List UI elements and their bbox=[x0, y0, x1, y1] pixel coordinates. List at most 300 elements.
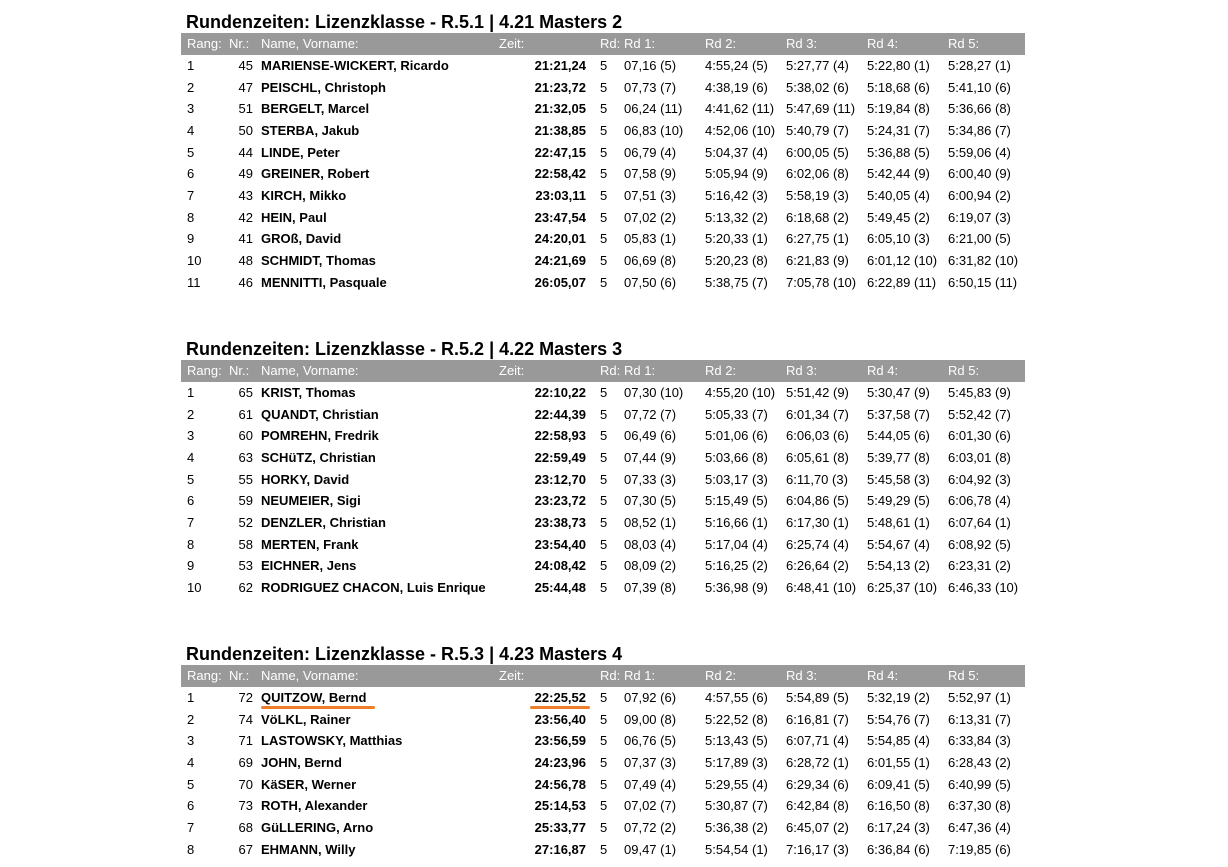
time-cell: 26:05,07 bbox=[534, 274, 586, 290]
round4-cell: 6:01,12 (10) bbox=[867, 252, 938, 268]
number-cell: 41 bbox=[238, 231, 253, 247]
rank-cell: 5 bbox=[187, 144, 195, 160]
table-row bbox=[181, 709, 1025, 731]
round3-cell: 6:04,86 (5) bbox=[786, 493, 849, 509]
round2-cell: 5:29,55 (4) bbox=[705, 776, 768, 792]
rounds-count-cell: 5 bbox=[600, 754, 608, 770]
round5-cell: 6:23,31 (2) bbox=[948, 558, 1011, 574]
column-header-zeit: Zeit: bbox=[499, 668, 525, 683]
table-row bbox=[181, 120, 1025, 142]
rank-cell: 6 bbox=[187, 798, 195, 814]
time-cell: 22:25,52 bbox=[534, 690, 586, 705]
table-row bbox=[181, 730, 1025, 752]
table-row bbox=[181, 752, 1025, 774]
name-cell: MERTEN, Frank bbox=[261, 536, 359, 552]
column-header-nr: Nr.: bbox=[229, 363, 250, 378]
number-cell: 73 bbox=[238, 798, 253, 814]
round1-cell: 09,00 (8) bbox=[624, 711, 677, 727]
rank-cell: 3 bbox=[187, 101, 195, 117]
round2-cell: 5:13,32 (2) bbox=[705, 209, 768, 225]
table-row bbox=[181, 207, 1025, 229]
column-header-rd: Rd: bbox=[600, 36, 621, 51]
number-cell: 61 bbox=[238, 406, 253, 422]
round3-cell: 6:07,71 (4) bbox=[786, 733, 849, 749]
table-row bbox=[181, 142, 1025, 164]
round3-cell: 6:27,75 (1) bbox=[786, 231, 849, 247]
name-cell: BERGELT, Marcel bbox=[261, 101, 370, 117]
number-cell: 72 bbox=[238, 690, 253, 705]
name-cell: STERBA, Jakub bbox=[261, 122, 360, 138]
column-header-name: Name, Vorname: bbox=[261, 668, 359, 683]
round2-cell: 4:38,19 (6) bbox=[705, 79, 768, 95]
column-header-rd4: Rd 4: bbox=[867, 668, 899, 683]
rounds-count-cell: 5 bbox=[600, 144, 608, 160]
rank-cell: 6 bbox=[187, 166, 195, 182]
rounds-count-cell: 5 bbox=[600, 252, 608, 268]
round3-cell: 6:16,81 (7) bbox=[786, 711, 849, 727]
round1-cell: 07,44 (9) bbox=[624, 449, 677, 465]
time-cell: 23:38,73 bbox=[534, 514, 586, 530]
number-cell: 58 bbox=[238, 536, 253, 552]
round5-cell: 5:41,10 (6) bbox=[948, 79, 1011, 95]
column-header-name: Name, Vorname: bbox=[261, 363, 359, 378]
round1-cell: 07,51 (3) bbox=[624, 187, 677, 203]
round5-cell: 6:07,64 (1) bbox=[948, 514, 1011, 530]
name-cell: KäSER, Werner bbox=[261, 776, 357, 792]
round5-cell: 6:47,36 (4) bbox=[948, 819, 1011, 835]
round3-cell: 6:29,34 (6) bbox=[786, 776, 849, 792]
round4-cell: 5:44,05 (6) bbox=[867, 428, 930, 444]
rank-cell: 2 bbox=[187, 79, 195, 95]
name-cell: GROß, David bbox=[261, 231, 342, 247]
rounds-count-cell: 5 bbox=[600, 733, 608, 749]
time-cell: 24:08,42 bbox=[534, 558, 586, 574]
time-cell: 25:44,48 bbox=[534, 579, 586, 595]
number-cell: 65 bbox=[238, 385, 253, 400]
round3-cell: 6:17,30 (1) bbox=[786, 514, 849, 530]
round5-cell: 5:28,27 (1) bbox=[948, 58, 1011, 73]
number-cell: 67 bbox=[238, 841, 253, 857]
rounds-count-cell: 5 bbox=[600, 58, 608, 73]
table-row bbox=[181, 272, 1025, 294]
column-header-rd1: Rd 1: bbox=[624, 363, 656, 378]
time-cell: 24:20,01 bbox=[534, 231, 586, 247]
round5-cell: 6:00,94 (2) bbox=[948, 187, 1011, 203]
round4-cell: 5:49,29 (5) bbox=[867, 493, 930, 509]
round1-cell: 07,30 (5) bbox=[624, 493, 677, 509]
column-header-rd5: Rd 5: bbox=[948, 36, 980, 51]
rounds-count-cell: 5 bbox=[600, 122, 608, 138]
round4-cell: 5:24,31 (7) bbox=[867, 122, 930, 138]
rounds-count-cell: 5 bbox=[600, 690, 608, 705]
number-cell: 46 bbox=[238, 274, 253, 290]
round3-cell: 7:16,17 (3) bbox=[786, 841, 849, 857]
name-cell: GREINER, Robert bbox=[261, 166, 370, 182]
round1-cell: 06,49 (6) bbox=[624, 428, 677, 444]
round3-cell: 6:02,06 (8) bbox=[786, 166, 849, 182]
number-cell: 71 bbox=[238, 733, 253, 749]
table-row bbox=[181, 795, 1025, 817]
number-cell: 51 bbox=[238, 101, 253, 117]
round3-cell: 6:05,61 (8) bbox=[786, 449, 849, 465]
section-title: Rundenzeiten: Lizenzklasse - R.5.1 | 4.21 Masters 2 bbox=[186, 12, 623, 32]
column-header-rd4: Rd 4: bbox=[867, 36, 899, 51]
column-header-rang: Rang: bbox=[187, 363, 222, 378]
round3-cell: 6:01,34 (7) bbox=[786, 406, 849, 422]
round3-cell: 5:51,42 (9) bbox=[786, 385, 849, 400]
column-header-zeit: Zeit: bbox=[499, 36, 525, 51]
time-cell: 22:58,42 bbox=[534, 166, 586, 182]
round5-cell: 6:01,30 (6) bbox=[948, 428, 1011, 444]
column-header-rd2: Rd 2: bbox=[705, 36, 737, 51]
table-row bbox=[181, 55, 1025, 77]
round2-cell: 5:01,06 (6) bbox=[705, 428, 768, 444]
round4-cell: 5:19,84 (8) bbox=[867, 101, 930, 117]
name-cell: LASTOWSKY, Matthias bbox=[261, 733, 403, 749]
section-title: Rundenzeiten: Lizenzklasse - R.5.3 | 4.23 Masters 4 bbox=[186, 644, 623, 664]
round1-cell: 07,30 (10) bbox=[624, 385, 684, 400]
rank-cell: 3 bbox=[187, 733, 195, 749]
round2-cell: 5:38,75 (7) bbox=[705, 274, 768, 290]
table-row bbox=[181, 490, 1025, 512]
round2-cell: 4:52,06 (10) bbox=[705, 122, 776, 138]
round1-cell: 07,58 (9) bbox=[624, 166, 677, 182]
rounds-count-cell: 5 bbox=[600, 514, 608, 530]
round3-cell: 6:26,64 (2) bbox=[786, 558, 849, 574]
time-cell: 25:14,53 bbox=[534, 798, 586, 814]
column-header-rd3: Rd 3: bbox=[786, 668, 818, 683]
number-cell: 52 bbox=[238, 514, 253, 530]
rank-cell: 10 bbox=[187, 252, 202, 268]
round3-cell: 5:40,79 (7) bbox=[786, 122, 849, 138]
rank-cell: 8 bbox=[187, 536, 195, 552]
round4-cell: 6:22,89 (11) bbox=[867, 274, 937, 290]
name-cell: RODRIGUEZ CHACON, Luis Enrique bbox=[261, 579, 486, 595]
rank-cell: 7 bbox=[187, 819, 195, 835]
number-cell: 50 bbox=[238, 122, 253, 138]
time-cell: 22:47,15 bbox=[534, 144, 586, 160]
round2-cell: 5:36,38 (2) bbox=[705, 819, 768, 835]
rank-cell: 1 bbox=[187, 385, 195, 400]
table-row bbox=[181, 98, 1025, 120]
round5-cell: 5:52,42 (7) bbox=[948, 406, 1011, 422]
round1-cell: 06,69 (8) bbox=[624, 252, 677, 268]
round4-cell: 5:22,80 (1) bbox=[867, 58, 930, 73]
round4-cell: 5:54,76 (7) bbox=[867, 711, 930, 727]
number-cell: 70 bbox=[238, 776, 253, 792]
round4-cell: 5:48,61 (1) bbox=[867, 514, 930, 530]
rounds-count-cell: 5 bbox=[600, 166, 608, 182]
round5-cell: 5:52,97 (1) bbox=[948, 690, 1011, 705]
time-cell: 23:23,72 bbox=[534, 493, 586, 509]
round5-cell: 6:03,01 (8) bbox=[948, 449, 1011, 465]
name-cell: HORKY, David bbox=[261, 471, 350, 487]
name-cell: EHMANN, Willy bbox=[261, 841, 356, 857]
number-cell: 45 bbox=[238, 58, 253, 73]
round3-cell: 5:47,69 (11) bbox=[786, 101, 856, 117]
rounds-count-cell: 5 bbox=[600, 231, 608, 247]
rank-cell: 7 bbox=[187, 514, 195, 530]
rounds-count-cell: 5 bbox=[600, 841, 608, 857]
number-cell: 49 bbox=[238, 166, 253, 182]
round1-cell: 06,79 (4) bbox=[624, 144, 677, 160]
rounds-count-cell: 5 bbox=[600, 579, 608, 595]
rounds-count-cell: 5 bbox=[600, 449, 608, 465]
name-cell: KRIST, Thomas bbox=[261, 385, 356, 400]
table-row bbox=[181, 555, 1025, 577]
name-cell: NEUMEIER, Sigi bbox=[261, 493, 361, 509]
number-cell: 55 bbox=[238, 471, 253, 487]
number-cell: 47 bbox=[238, 79, 253, 95]
table-row bbox=[181, 163, 1025, 185]
round1-cell: 07,49 (4) bbox=[624, 776, 677, 792]
rounds-count-cell: 5 bbox=[600, 274, 608, 290]
round1-cell: 07,02 (7) bbox=[624, 798, 677, 814]
round3-cell: 7:05,78 (10) bbox=[786, 274, 857, 290]
rounds-count-cell: 5 bbox=[600, 558, 608, 574]
column-header-zeit: Zeit: bbox=[499, 363, 525, 378]
round5-cell: 6:37,30 (8) bbox=[948, 798, 1011, 814]
number-cell: 42 bbox=[238, 209, 253, 225]
time-cell: 21:38,85 bbox=[534, 122, 586, 138]
rounds-count-cell: 5 bbox=[600, 406, 608, 422]
round1-cell: 07,50 (6) bbox=[624, 274, 677, 290]
name-cell: GüLLERING, Arno bbox=[261, 819, 374, 835]
table-row bbox=[181, 404, 1025, 426]
round2-cell: 5:04,37 (4) bbox=[705, 144, 768, 160]
round3-cell: 6:00,05 (5) bbox=[786, 144, 849, 160]
round1-cell: 06,24 (11) bbox=[624, 101, 683, 117]
name-cell: KIRCH, Mikko bbox=[261, 187, 347, 203]
round4-cell: 5:54,67 (4) bbox=[867, 536, 930, 552]
round5-cell: 6:21,00 (5) bbox=[948, 231, 1011, 247]
name-cell: HEIN, Paul bbox=[261, 209, 327, 225]
name-cell: LINDE, Peter bbox=[261, 144, 340, 160]
time-cell: 24:23,96 bbox=[534, 754, 586, 770]
name-cell: EICHNER, Jens bbox=[261, 558, 357, 574]
column-header-rang: Rang: bbox=[187, 668, 222, 683]
round1-cell: 07,33 (3) bbox=[624, 471, 677, 487]
rank-cell: 10 bbox=[187, 579, 202, 595]
round4-cell: 5:40,05 (4) bbox=[867, 187, 930, 203]
round4-cell: 6:16,50 (8) bbox=[867, 798, 930, 814]
table-row bbox=[181, 447, 1025, 469]
round1-cell: 06,83 (10) bbox=[624, 122, 684, 138]
rounds-count-cell: 5 bbox=[600, 819, 608, 835]
name-cell: ROTH, Alexander bbox=[261, 798, 368, 814]
column-header-nr: Nr.: bbox=[229, 36, 250, 51]
table-row bbox=[181, 77, 1025, 99]
name-cell: JOHN, Bernd bbox=[261, 754, 342, 770]
time-cell: 23:03,11 bbox=[535, 187, 586, 203]
column-header-rd1: Rd 1: bbox=[624, 668, 656, 683]
number-cell: 59 bbox=[238, 493, 253, 509]
time-cell: 24:56,78 bbox=[534, 776, 586, 792]
rank-cell: 7 bbox=[187, 187, 195, 203]
round4-cell: 5:45,58 (3) bbox=[867, 471, 930, 487]
round5-cell: 6:00,40 (9) bbox=[948, 166, 1011, 182]
column-header-rd1: Rd 1: bbox=[624, 36, 656, 51]
round2-cell: 5:16,66 (1) bbox=[705, 514, 768, 530]
rank-cell: 2 bbox=[187, 406, 195, 422]
round5-cell: 6:08,92 (5) bbox=[948, 536, 1011, 552]
round5-cell: 6:06,78 (4) bbox=[948, 493, 1011, 509]
round1-cell: 07,72 (2) bbox=[624, 819, 677, 835]
round3-cell: 6:11,70 (3) bbox=[786, 471, 848, 487]
round2-cell: 5:20,23 (8) bbox=[705, 252, 768, 268]
round5-cell: 6:46,33 (10) bbox=[948, 579, 1019, 595]
time-cell: 23:56,59 bbox=[534, 733, 586, 749]
round4-cell: 6:17,24 (3) bbox=[867, 819, 930, 835]
column-header-rd5: Rd 5: bbox=[948, 363, 980, 378]
rounds-count-cell: 5 bbox=[600, 209, 608, 225]
rank-cell: 4 bbox=[187, 122, 195, 138]
round5-cell: 5:34,86 (7) bbox=[948, 122, 1011, 138]
round3-cell: 6:06,03 (6) bbox=[786, 428, 849, 444]
round1-cell: 09,47 (1) bbox=[624, 841, 677, 857]
rounds-count-cell: 5 bbox=[600, 187, 608, 203]
time-cell: 23:54,40 bbox=[534, 536, 586, 552]
rank-cell: 4 bbox=[187, 754, 195, 770]
name-cell: SCHüTZ, Christian bbox=[261, 449, 376, 465]
time-cell: 22:10,22 bbox=[534, 385, 586, 400]
round2-cell: 4:57,55 (6) bbox=[705, 690, 768, 705]
round5-cell: 6:19,07 (3) bbox=[948, 209, 1011, 225]
round2-cell: 4:41,62 (11) bbox=[705, 101, 775, 117]
round4-cell: 5:54,13 (2) bbox=[867, 558, 930, 574]
round4-cell: 6:36,84 (6) bbox=[867, 841, 930, 857]
round1-cell: 07,37 (3) bbox=[624, 754, 677, 770]
round2-cell: 5:05,94 (9) bbox=[705, 166, 768, 182]
rank-cell: 5 bbox=[187, 471, 195, 487]
rank-cell: 11 bbox=[187, 274, 201, 290]
table-row bbox=[181, 185, 1025, 207]
time-cell: 23:47,54 bbox=[534, 209, 586, 225]
round4-cell: 5:32,19 (2) bbox=[867, 690, 930, 705]
number-cell: 53 bbox=[238, 558, 253, 574]
rank-cell: 3 bbox=[187, 428, 195, 444]
name-highlight-underline bbox=[261, 706, 375, 709]
table-row bbox=[181, 774, 1025, 796]
round4-cell: 5:30,47 (9) bbox=[867, 385, 930, 400]
column-header-rd3: Rd 3: bbox=[786, 363, 818, 378]
round2-cell: 5:15,49 (5) bbox=[705, 493, 768, 509]
column-header-rd: Rd: bbox=[600, 668, 621, 683]
round5-cell: 5:36,66 (8) bbox=[948, 101, 1011, 117]
rounds-count-cell: 5 bbox=[600, 493, 608, 509]
time-cell: 21:23,72 bbox=[534, 79, 586, 95]
round4-cell: 6:09,41 (5) bbox=[867, 776, 930, 792]
table-header bbox=[181, 33, 1025, 55]
round5-cell: 6:33,84 (3) bbox=[948, 733, 1011, 749]
round4-cell: 6:25,37 (10) bbox=[867, 579, 938, 595]
time-cell: 23:12,70 bbox=[534, 471, 586, 487]
time-cell: 25:33,77 bbox=[534, 819, 586, 835]
round1-cell: 06,76 (5) bbox=[624, 733, 677, 749]
table-row bbox=[181, 817, 1025, 839]
round5-cell: 6:04,92 (3) bbox=[948, 471, 1011, 487]
round4-cell: 6:01,55 (1) bbox=[867, 754, 930, 770]
rank-cell: 2 bbox=[187, 711, 195, 727]
round3-cell: 6:21,83 (9) bbox=[786, 252, 849, 268]
round1-cell: 07,72 (7) bbox=[624, 406, 677, 422]
round4-cell: 5:54,85 (4) bbox=[867, 733, 930, 749]
rank-cell: 9 bbox=[187, 558, 195, 574]
round1-cell: 07,73 (7) bbox=[624, 79, 677, 95]
rounds-count-cell: 5 bbox=[600, 798, 608, 814]
round4-cell: 6:05,10 (3) bbox=[867, 231, 930, 247]
round3-cell: 5:54,89 (5) bbox=[786, 690, 849, 705]
round3-cell: 6:25,74 (4) bbox=[786, 536, 849, 552]
rank-cell: 1 bbox=[187, 58, 195, 73]
table-header bbox=[181, 360, 1025, 382]
column-header-nr: Nr.: bbox=[229, 668, 250, 683]
round2-cell: 5:13,43 (5) bbox=[705, 733, 768, 749]
round2-cell: 5:30,87 (7) bbox=[705, 798, 768, 814]
round5-cell: 5:45,83 (9) bbox=[948, 385, 1011, 400]
table-row bbox=[181, 228, 1025, 250]
round1-cell: 07,39 (8) bbox=[624, 579, 677, 595]
rounds-count-cell: 5 bbox=[600, 385, 608, 400]
round4-cell: 5:49,45 (2) bbox=[867, 209, 930, 225]
number-cell: 68 bbox=[238, 819, 253, 835]
table-row bbox=[181, 250, 1025, 272]
round2-cell: 5:17,04 (4) bbox=[705, 536, 768, 552]
rounds-count-cell: 5 bbox=[600, 776, 608, 792]
round2-cell: 5:20,33 (1) bbox=[705, 231, 768, 247]
round5-cell: 6:28,43 (2) bbox=[948, 754, 1011, 770]
rounds-count-cell: 5 bbox=[600, 79, 608, 95]
rounds-count-cell: 5 bbox=[600, 711, 608, 727]
round2-cell: 5:16,25 (2) bbox=[705, 558, 768, 574]
time-cell: 22:59,49 bbox=[534, 449, 586, 465]
column-header-name: Name, Vorname: bbox=[261, 36, 359, 51]
round2-cell: 5:03,66 (8) bbox=[705, 449, 768, 465]
round3-cell: 5:27,77 (4) bbox=[786, 58, 849, 73]
round2-cell: 4:55,24 (5) bbox=[705, 58, 768, 73]
round4-cell: 5:37,58 (7) bbox=[867, 406, 930, 422]
round1-cell: 07,02 (2) bbox=[624, 209, 677, 225]
number-cell: 48 bbox=[238, 252, 253, 268]
round5-cell: 7:19,85 (6) bbox=[948, 841, 1011, 857]
round4-cell: 5:18,68 (6) bbox=[867, 79, 930, 95]
time-cell: 23:56,40 bbox=[534, 711, 586, 727]
round1-cell: 08,52 (1) bbox=[624, 514, 677, 530]
number-cell: 43 bbox=[238, 187, 253, 203]
name-cell: PEISCHL, Christoph bbox=[261, 79, 386, 95]
round3-cell: 5:58,19 (3) bbox=[786, 187, 849, 203]
round3-cell: 6:48,41 (10) bbox=[786, 579, 857, 595]
rank-cell: 9 bbox=[187, 231, 195, 247]
round5-cell: 5:59,06 (4) bbox=[948, 144, 1011, 160]
rounds-count-cell: 5 bbox=[600, 101, 608, 117]
round4-cell: 5:36,88 (5) bbox=[867, 144, 930, 160]
round1-cell: 08,03 (4) bbox=[624, 536, 677, 552]
round1-cell: 08,09 (2) bbox=[624, 558, 677, 574]
round3-cell: 6:42,84 (8) bbox=[786, 798, 849, 814]
name-cell: MARIENSE-WICKERT, Ricardo bbox=[261, 58, 449, 73]
round2-cell: 5:17,89 (3) bbox=[705, 754, 768, 770]
column-header-rang: Rang: bbox=[187, 36, 222, 51]
table-row bbox=[181, 577, 1025, 599]
number-cell: 63 bbox=[238, 449, 253, 465]
round2-cell: 5:22,52 (8) bbox=[705, 711, 768, 727]
table-row bbox=[181, 512, 1025, 534]
round3-cell: 6:18,68 (2) bbox=[786, 209, 849, 225]
number-cell: 62 bbox=[238, 579, 253, 595]
round1-cell: 05,83 (1) bbox=[624, 231, 677, 247]
column-header-rd2: Rd 2: bbox=[705, 668, 737, 683]
